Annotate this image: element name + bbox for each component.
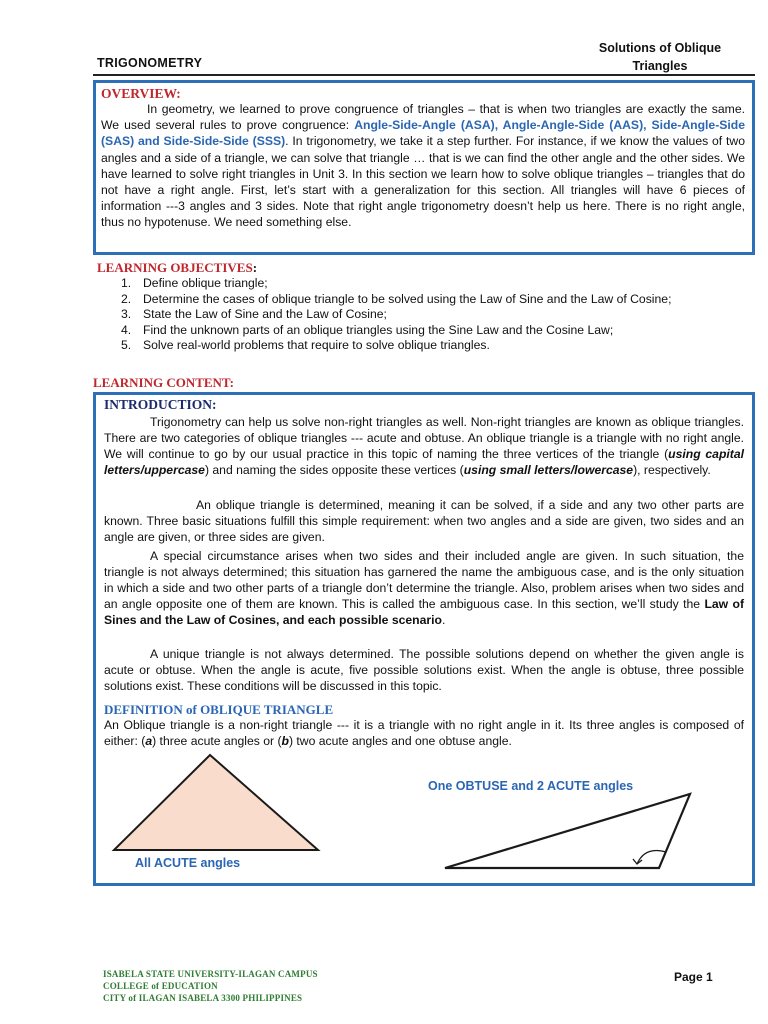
intro-p3-b: . bbox=[441, 613, 446, 627]
intro-p1-em2: using small letters/lowercase bbox=[463, 463, 634, 477]
footer-line1: ISABELA STATE UNIVERSITY-ILAGAN CAMPUS bbox=[103, 969, 318, 979]
introduction-heading: INTRODUCTION: bbox=[104, 397, 217, 412]
intro-p2: An oblique triangle is determined, meaning it can be solved, if a side and any two other parts are known. Three basic situations fulfill this simple requirement: when two angles and a side are given, two sides and an angle are given, or three sides are given. bbox=[104, 498, 744, 544]
intro-p1-c: ), respectively. bbox=[633, 463, 711, 477]
footer-line3: CITY of ILAGAN ISABELA 3300 PHILIPPINES bbox=[103, 993, 303, 1003]
objectives-list bbox=[121, 276, 741, 354]
objective-number: 4. bbox=[121, 322, 132, 337]
objective-text: Determine the cases of oblique triangle to be solved using the Law of Sine and the Law of Cosine; bbox=[143, 291, 672, 306]
objective-number: 3. bbox=[121, 307, 132, 321]
objective-text: Define oblique triangle; bbox=[143, 276, 268, 290]
objective-item bbox=[121, 292, 741, 308]
topic-title-line1: Solutions of Oblique bbox=[598, 41, 722, 55]
objective-item bbox=[121, 323, 741, 339]
objective-number: 2. bbox=[121, 291, 132, 306]
objective-text: Solve real-world problems that require to solve oblique triangles. bbox=[143, 338, 490, 352]
objective-text: Find the unknown parts of an oblique triangles using the Sine Law and the Cosine Law; bbox=[143, 322, 614, 337]
intro-paragraph-3 bbox=[104, 548, 744, 628]
def-eb: b bbox=[281, 734, 289, 748]
def-b: ) three acute angles or ( bbox=[152, 734, 282, 748]
intro-p1-em1: using capital letters/uppercase bbox=[104, 447, 744, 477]
intro-p4: A unique triangle is not always determined. The possible solutions depend on whether the given angle is acute or obtuse. When the angle is acute, five possible solutions exist. When the angle is obtuse, three possible solutions exist. These conditions will be discussed in this topic. bbox=[104, 647, 744, 693]
intro-p1-a: Trigonometry can help us solve non-right triangles as well. Non-right triangles are known as oblique triangles. There are two categories of oblique triangles --- acute and obtuse. An oblique triangle is a triangle with no right angle. We will continue to go by our usual practice in this topic of naming the three vertices of the triangle ( bbox=[104, 415, 744, 461]
overview-text bbox=[101, 101, 745, 231]
objective-number: 1. bbox=[121, 276, 132, 290]
intro-p3-a: A special circumstance arises when two sides and their included angle are given. In such situation, the triangle is not always determined; this situation has garnered the name the ambiguous case, and is the only situation in which a side and two other parts of a triangle don’t determine the triangle. Also, problem arises when two sides and an angle opposite one of them are known. This is called the ambiguous case. In this section, we’ll study the bbox=[104, 549, 744, 611]
def-a: An Oblique triangle is a non-right triangle --- it is a triangle with no right angle in it. Its three angles is composed of either: ( bbox=[104, 718, 744, 748]
footer-line2: COLLEGE of EDUCATION bbox=[103, 981, 218, 991]
content-heading: LEARNING CONTENT: bbox=[93, 375, 234, 390]
page-number: Page 1 bbox=[674, 970, 713, 984]
objective-item bbox=[121, 307, 741, 323]
intro-p3-bold: Law of Sines and the Law of Cosines, and each possible scenario bbox=[104, 597, 744, 627]
acute-triangle-figure bbox=[110, 752, 324, 854]
intro-paragraph-1 bbox=[104, 414, 744, 478]
overview-text-2: . In trigonometry, we take it a step further. For instance, if we know the values of two angles and a side of a triangle, we can solve that triangle … that is we can find the other angle and the other sides. We have learned to solve right triangles in Unit 3. In this section we learn how to solve oblique triangles – triangles that do not have a right angle. First, let’s start with a generalization for this section. All triangles will have 6 pieces of information ---3 angles and 3 sides. Note that right angle trigonometry doesn’t help us here. There is no right angle, thus no hypotenuse. We need something else. bbox=[101, 134, 745, 230]
obtuse-caption: One OBTUSE and 2 ACUTE angles bbox=[428, 779, 634, 793]
obtuse-triangle-figure bbox=[440, 790, 696, 872]
definition-text bbox=[104, 717, 744, 749]
acute-triangle bbox=[114, 755, 318, 850]
def-ea: a bbox=[145, 734, 153, 748]
objective-text: State the Law of Sine and the Law of Cosine; bbox=[143, 307, 387, 321]
objective-item bbox=[121, 338, 741, 354]
definition-heading: DEFINITION of OBLIQUE TRIANGLE bbox=[104, 702, 334, 717]
topic-title-line2: Triangles bbox=[632, 59, 688, 73]
overview-highlight: Angle-Side-Angle (ASA), Angle-Angle-Side (AAS), Side-Angle-Side (SAS) and Side-Side-Side (SSS) bbox=[101, 118, 745, 149]
objectives-heading-colon: : bbox=[252, 260, 258, 275]
intro-paragraph-2 bbox=[104, 497, 744, 545]
topic-title bbox=[585, 39, 735, 75]
objectives-heading bbox=[97, 260, 257, 276]
objective-number: 5. bbox=[121, 338, 132, 352]
intro-p1-b: ) and naming the sides opposite these vertices ( bbox=[204, 463, 464, 477]
institution-footer bbox=[103, 968, 318, 1004]
objective-item bbox=[121, 276, 741, 292]
header-rule bbox=[93, 74, 755, 76]
overview-text-1: In geometry, we learned to prove congruence of triangles – that is when two triangles are exactly the same. We used several rules to prove congruence: bbox=[101, 102, 745, 133]
acute-caption: All ACUTE angles bbox=[135, 856, 241, 870]
overview-heading: OVERVIEW: bbox=[101, 86, 181, 101]
def-c: ) two acute angles and one obtuse angle. bbox=[288, 734, 512, 748]
subject-title: TRIGONOMETRY bbox=[97, 56, 203, 70]
obtuse-triangle bbox=[445, 794, 690, 868]
intro-paragraph-4 bbox=[104, 646, 744, 694]
objectives-heading-label: LEARNING OBJECTIVES bbox=[97, 260, 253, 275]
